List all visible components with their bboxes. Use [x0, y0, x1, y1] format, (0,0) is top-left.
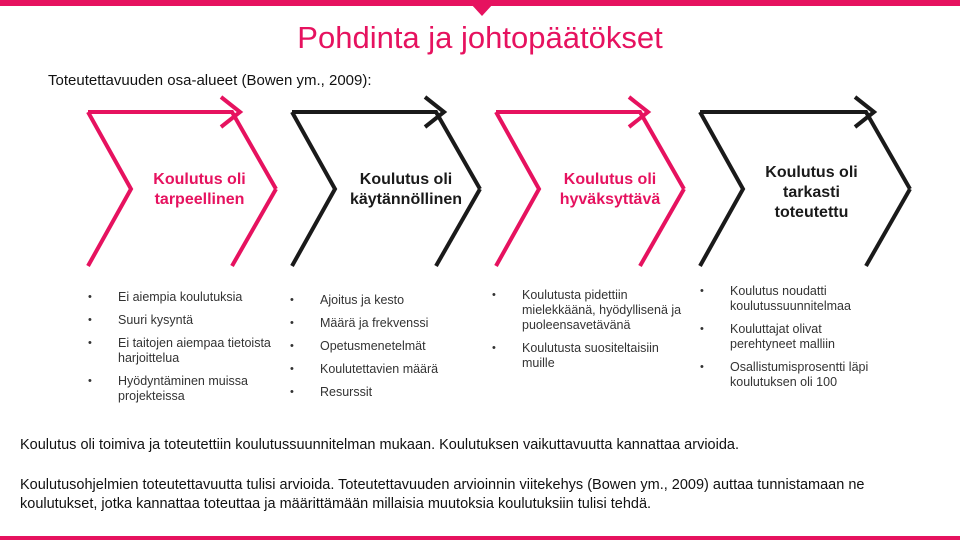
stage-4-bullet-3: • Osallistumisprosentti läpi koulutuksen oli 100 [700, 360, 890, 390]
stage-4-label: Koulutus oli tarkasti toteutettu [765, 164, 858, 221]
stage-4-bullet-1: • Koulutus noudatti koulutussuunnitelmaa [700, 284, 890, 314]
stage-2-bullet-4: • Koulutettavien määrä [290, 362, 480, 377]
chevron-3-bottom-outline [496, 112, 539, 266]
stage-2-label: Koulutus oli käytännöllinen [349, 171, 463, 208]
stage-4-bullets [700, 284, 890, 398]
stage-2-bullet-3: • Opetusmenetelmät [290, 339, 480, 354]
stage-1-bullets [88, 290, 273, 412]
stage-2-bullet-1: • Ajoitus ja kesto [290, 293, 480, 308]
stage-3-bullet-1: • Koulutusta pidettiin mielekkäänä, hyödyllisenä ja puoleensavetävänä [492, 288, 692, 333]
stage-1-bullet-1: • Ei aiempia koulutuksia [88, 290, 273, 305]
stage-2-bullet-5: • Resurssit [290, 385, 480, 400]
stage-1-bullet-2: • Suuri kysyntä [88, 313, 273, 328]
stage-3-bullet-2: • Koulutusta suositeltaisiin muille [492, 341, 692, 371]
page-subtitle: Toteutettavuuden osa-alueet (Bowen ym., 2009): [48, 72, 372, 89]
chevron-1-bottom-outline [88, 112, 131, 266]
stage-1-label: Koulutus oli tarpeellinen [153, 171, 246, 208]
chevron-2-bottom-outline [292, 112, 335, 266]
stage-1-bullet-4: • Hyödyntäminen muissa projekteissa [88, 374, 273, 404]
conclusion-paragraph-2: Koulutusohjelmien toteutettavuutta tulisi arvioida. Toteutettavuuden arvioinnin viitekehys (Bowen ym., 2009) auttaa tunnistamaan ne koulutukset, jotka kannattaa toteuttaa ja määrittämään millaisia muutoksia koulutuksiin tulisi tehdä. [20, 477, 865, 512]
conclusion-paragraph-1: Koulutus oli toimiva ja toteutettiin koulutussuunnitelman mukaan. Koulutuksen vaikuttavuutta kannattaa arvioida. [20, 437, 739, 453]
stage-3-label: Koulutus oli hyväksyttävä [559, 171, 661, 208]
stage-2-bullet-2: • Määrä ja frekvenssi [290, 316, 480, 331]
chevron-4-bottom-outline [700, 112, 743, 266]
stage-1-bullet-3: • Ei taitojen aiempaa tietoista harjoittelua [88, 336, 273, 366]
stage-3-bullets [492, 288, 692, 379]
bottom-accent-bar [0, 536, 960, 540]
page-title: Pohdinta ja johtopäätökset [297, 20, 663, 55]
stage-2-bullets [290, 293, 480, 408]
stage-4-bullet-2: • Kouluttajat olivat perehtyneet malliin [700, 322, 890, 352]
